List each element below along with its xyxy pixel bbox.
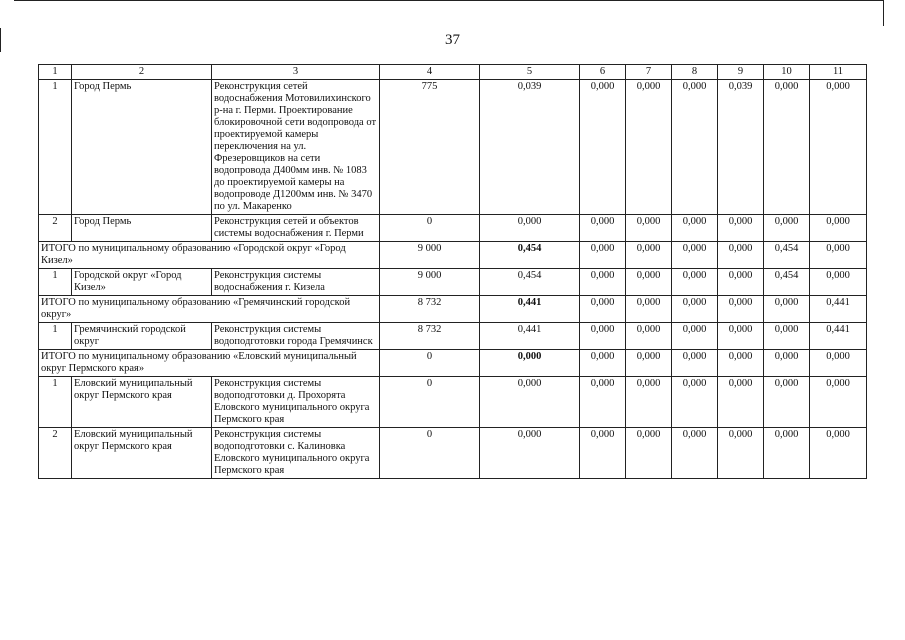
total-row <box>39 296 867 323</box>
value-cell-col-10: 0,454 <box>764 269 810 296</box>
value-cell-col-10: 0,000 <box>764 296 810 323</box>
value-cell-col-11: 0,000 <box>810 428 867 479</box>
total-row <box>39 242 867 269</box>
value-cell-col-8: 0,000 <box>672 242 718 269</box>
value-cell-col-7: 0,000 <box>626 215 672 242</box>
value-cell-col-7: 0,000 <box>626 296 672 323</box>
total-label: ИТОГО по муниципальному образованию «Городской округ «Город Кизел» <box>39 242 380 269</box>
value-cell-col-11: 0,000 <box>810 269 867 296</box>
value-cell-col-10: 0,000 <box>764 80 810 215</box>
value-cell-col-7: 0,000 <box>626 377 672 428</box>
value-cell-col-8: 0,000 <box>672 215 718 242</box>
value-cell-col-10: 0,000 <box>764 350 810 377</box>
value-cell-col-8: 0,000 <box>672 296 718 323</box>
column-header-11: 11 <box>810 65 867 80</box>
value-cell-col-10: 0,000 <box>764 428 810 479</box>
value-cell-col-10: 0,454 <box>764 242 810 269</box>
value-cell-col-4: 8 732 <box>380 323 480 350</box>
value-cell-col-11: 0,000 <box>810 350 867 377</box>
value-cell-col-4: 9 000 <box>380 269 480 296</box>
municipality-cell: Город Пермь <box>72 80 212 215</box>
value-cell-col-7: 0,000 <box>626 269 672 296</box>
value-cell-col-9: 0,000 <box>718 350 764 377</box>
total-label: ИТОГО по муниципальному образованию «Гремячинский городской округ» <box>39 296 380 323</box>
value-cell-col-6: 0,000 <box>580 350 626 377</box>
value-cell-col-9: 0,000 <box>718 269 764 296</box>
value-cell-col-8: 0,000 <box>672 80 718 215</box>
row-number: 2 <box>39 428 72 479</box>
value-cell-col-5: 0,000 <box>480 377 580 428</box>
table-row <box>39 323 867 350</box>
row-number: 1 <box>39 377 72 428</box>
value-cell-col-5: 0,000 <box>480 215 580 242</box>
row-number: 1 <box>39 80 72 215</box>
value-cell-col-9: 0,039 <box>718 80 764 215</box>
column-header-4: 4 <box>380 65 480 80</box>
column-header-2: 2 <box>72 65 212 80</box>
total-label: ИТОГО по муниципальному образованию «Еловский муниципальный округ Пермского края» <box>39 350 380 377</box>
value-cell-col-4: 8 732 <box>380 296 480 323</box>
value-cell-col-6: 0,000 <box>580 323 626 350</box>
row-number: 2 <box>39 215 72 242</box>
value-cell-col-9: 0,000 <box>718 377 764 428</box>
value-cell-col-8: 0,000 <box>672 323 718 350</box>
value-cell-col-5: 0,039 <box>480 80 580 215</box>
value-cell-col-4: 0 <box>380 215 480 242</box>
value-cell-col-8: 0,000 <box>672 350 718 377</box>
value-cell-col-5: 0,454 <box>480 242 580 269</box>
description-cell: Реконструкция системы водоснабжения г. Кизела <box>212 269 380 296</box>
value-cell-col-4: 0 <box>380 428 480 479</box>
value-cell-col-5: 0,441 <box>480 323 580 350</box>
value-cell-col-4: 0 <box>380 377 480 428</box>
value-cell-col-8: 0,000 <box>672 377 718 428</box>
value-cell-col-10: 0,000 <box>764 377 810 428</box>
data-table <box>38 64 867 479</box>
value-cell-col-6: 0,000 <box>580 296 626 323</box>
value-cell-col-11: 0,000 <box>810 215 867 242</box>
municipality-cell: Гремячинский городской округ <box>72 323 212 350</box>
column-header-8: 8 <box>672 65 718 80</box>
value-cell-col-6: 0,000 <box>580 377 626 428</box>
value-cell-col-9: 0,000 <box>718 215 764 242</box>
value-cell-col-7: 0,000 <box>626 350 672 377</box>
municipality-cell: Город Пермь <box>72 215 212 242</box>
value-cell-col-7: 0,000 <box>626 80 672 215</box>
value-cell-col-7: 0,000 <box>626 242 672 269</box>
value-cell-col-5: 0,000 <box>480 428 580 479</box>
value-cell-col-4: 0 <box>380 350 480 377</box>
value-cell-col-6: 0,000 <box>580 80 626 215</box>
table-row <box>39 377 867 428</box>
value-cell-col-4: 775 <box>380 80 480 215</box>
value-cell-col-6: 0,000 <box>580 428 626 479</box>
value-cell-col-7: 0,000 <box>626 428 672 479</box>
table-row <box>39 269 867 296</box>
value-cell-col-4: 9 000 <box>380 242 480 269</box>
value-cell-col-6: 0,000 <box>580 215 626 242</box>
value-cell-col-5: 0,454 <box>480 269 580 296</box>
description-cell: Реконструкция системы водоподготовки с. Калиновка Еловского муниципального округа Пермского края <box>212 428 380 479</box>
value-cell-col-11: 0,000 <box>810 377 867 428</box>
value-cell-col-5: 0,000 <box>480 350 580 377</box>
value-cell-col-9: 0,000 <box>718 242 764 269</box>
table-row <box>39 428 867 479</box>
value-cell-col-9: 0,000 <box>718 428 764 479</box>
row-number: 1 <box>39 269 72 296</box>
header-row <box>39 65 867 80</box>
table-body <box>39 80 867 479</box>
value-cell-col-11: 0,441 <box>810 296 867 323</box>
description-cell: Реконструкция сетей водоснабжения Мотовилихинского р-на г. Перми. Проектирование блокировочной сети водопровода от проектируемой камеры переключения на ул. Фрезеровщиков на сети водопровода Д400мм инв. № 1083 до проектируемой камеры на водопроводе Д1200мм инв. № 3470 по ул. Макаренко <box>212 80 380 215</box>
table-row <box>39 215 867 242</box>
column-header-5: 5 <box>480 65 580 80</box>
value-cell-col-6: 0,000 <box>580 269 626 296</box>
municipality-cell: Городской округ «Город Кизел» <box>72 269 212 296</box>
table-row <box>39 80 867 215</box>
municipality-cell: Еловский муниципальный округ Пермского края <box>72 377 212 428</box>
right-edge-line <box>883 0 884 26</box>
value-cell-col-7: 0,000 <box>626 323 672 350</box>
value-cell-col-11: 0,000 <box>810 242 867 269</box>
value-cell-col-8: 0,000 <box>672 428 718 479</box>
total-row <box>39 350 867 377</box>
column-header-6: 6 <box>580 65 626 80</box>
row-number: 1 <box>39 323 72 350</box>
description-cell: Реконструкция сетей и объектов системы водоснабжения г. Перми <box>212 215 380 242</box>
column-header-10: 10 <box>764 65 810 80</box>
value-cell-col-11: 0,441 <box>810 323 867 350</box>
description-cell: Реконструкция системы водоподготовки города Гремячинск <box>212 323 380 350</box>
column-header-3: 3 <box>212 65 380 80</box>
value-cell-col-9: 0,000 <box>718 296 764 323</box>
value-cell-col-9: 0,000 <box>718 323 764 350</box>
column-header-7: 7 <box>626 65 672 80</box>
municipality-cell: Еловский муниципальный округ Пермского края <box>72 428 212 479</box>
column-header-9: 9 <box>718 65 764 80</box>
value-cell-col-6: 0,000 <box>580 242 626 269</box>
column-header-1: 1 <box>39 65 72 80</box>
value-cell-col-8: 0,000 <box>672 269 718 296</box>
page-number: 37 <box>445 32 460 48</box>
value-cell-col-11: 0,000 <box>810 80 867 215</box>
value-cell-col-5: 0,441 <box>480 296 580 323</box>
value-cell-col-10: 0,000 <box>764 215 810 242</box>
value-cell-col-10: 0,000 <box>764 323 810 350</box>
description-cell: Реконструкция системы водоподготовки д. Прохорята Еловского муниципального округа Пермского края <box>212 377 380 428</box>
top-edge-line <box>14 0 884 1</box>
